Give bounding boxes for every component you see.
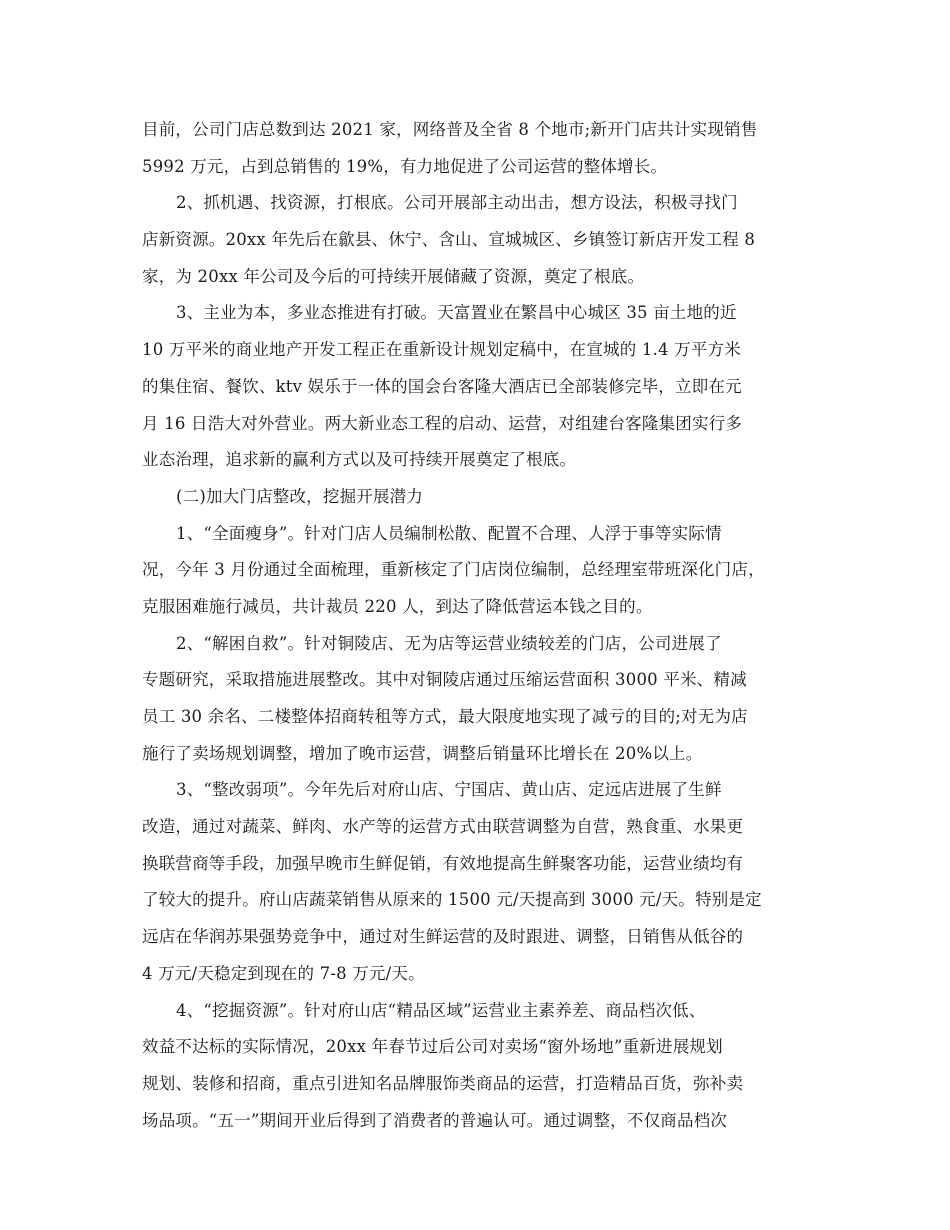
text-line: 2、“解困自救”。针对铜陵店、无为店等运营业绩较差的门店，公司进展了	[176, 633, 722, 653]
text-line: 家，为 20xx 年公司及今后的可持续开展储藏了资源，奠定了根底。	[142, 266, 645, 286]
text-line: 况，今年 3 月份通过全面梳理，重新核定了门店岗位编制，总经理室带班深化门店，	[142, 560, 765, 580]
text-line: 改造，通过对蔬菜、鲜肉、水产等的运营方式由联营调整为自营，熟食重、水果更	[142, 817, 744, 837]
text-line: 专题研究，采取措施进展整改。其中对铜陵店通过压缩运营面积 3000 平米、精减	[142, 670, 747, 690]
text-line: 规划、装修和招商，重点引进知名品牌服饰类商品的运营，打造精品百货，弥补卖	[142, 1073, 744, 1093]
text-line: 的集住宿、餐饮、ktv 娱乐于一体的国会台客隆大酒店已全部装修完毕，立即在元	[142, 376, 742, 396]
text-line: 换联营商等手段，加强早晚市生鲜促销，有效地提高生鲜聚客功能，运营业绩均有	[142, 853, 744, 873]
text-line: 施行了卖场规划调整，增加了晚市运营，调整后销量环比增长在 20%以上。	[142, 743, 703, 763]
text-line: 3、“整改弱项”。今年先后对府山店、宁国店、黄山店、定远店进展了生鲜	[176, 780, 722, 800]
text-line: 10 万平米的商业地产开发工程正在重新设计规划定稿中，在宣城的 1.4 万平方米	[142, 340, 741, 360]
text-line: 2、抓机遇、找资源，打根底。公司开展部主动出击，想方设法，积极寻找门	[176, 193, 738, 213]
document-body	[142, 112, 822, 1139]
text-line: 效益不达标的实际情况，20xx 年春节过后公司对卖场“窗外场地”重新进展规划	[142, 1037, 723, 1057]
text-line: 远店在华润苏果强势竞争中，通过对生鲜运营的及时跟进、调整，日销售从低谷的	[142, 927, 744, 947]
text-line: 克服困难施行减员，共计裁员 220 人，到达了降低营运本钱之目的。	[142, 596, 653, 616]
text-line: 5992 万元，占到总销售的 19%，有力地促进了公司运营的整体增长。	[142, 156, 668, 176]
text-line: (二)加大门店整改，挖掘开展潜力	[176, 486, 424, 506]
text-line: 场品项。“五一”期间开业后得到了消费者的普遍认可。通过调整，不仅商品档次	[142, 1110, 728, 1130]
text-line: 目前，公司门店总数到达 2021 家，网络普及全省 8 个地市;新开门店共计实现销售	[142, 120, 758, 139]
text-line: 月 16 日浩大对外营业。两大新业态工程的启动、运营，对组建台客隆集团实行多	[142, 413, 743, 433]
text-line: 业态治理，追求新的赢利方式以及可持续开展奠定了根底。	[142, 450, 577, 470]
text-line: 店新资源。20xx 年先后在歙县、休宁、含山、宣城城区、乡镇签订新店开发工程 8	[142, 230, 756, 250]
text-line: 员工 30 余名、二楼整体招商转租等方式，最大限度地实现了减亏的目的;对无为店	[142, 707, 748, 726]
text-line: 了较大的提升。府山店蔬菜销售从原来的 1500 元/天提高到 3000 元/天。特别是定	[142, 890, 762, 910]
text-line: 1、“全面瘦身”。针对门店人员编制松散、配置不合理、人浮于事等实际情	[176, 523, 722, 543]
text-line: 4 万元/天稳定到现在的 7-8 万元/天。	[142, 963, 425, 983]
text-line: 3、主业为本，多业态推进有打破。天富置业在繁昌中心城区 35 亩土地的近	[176, 303, 737, 323]
text-line: 4、“挖掘资源”。针对府山店“精品区域”运营业主素养差、商品档次低、	[176, 1000, 706, 1020]
